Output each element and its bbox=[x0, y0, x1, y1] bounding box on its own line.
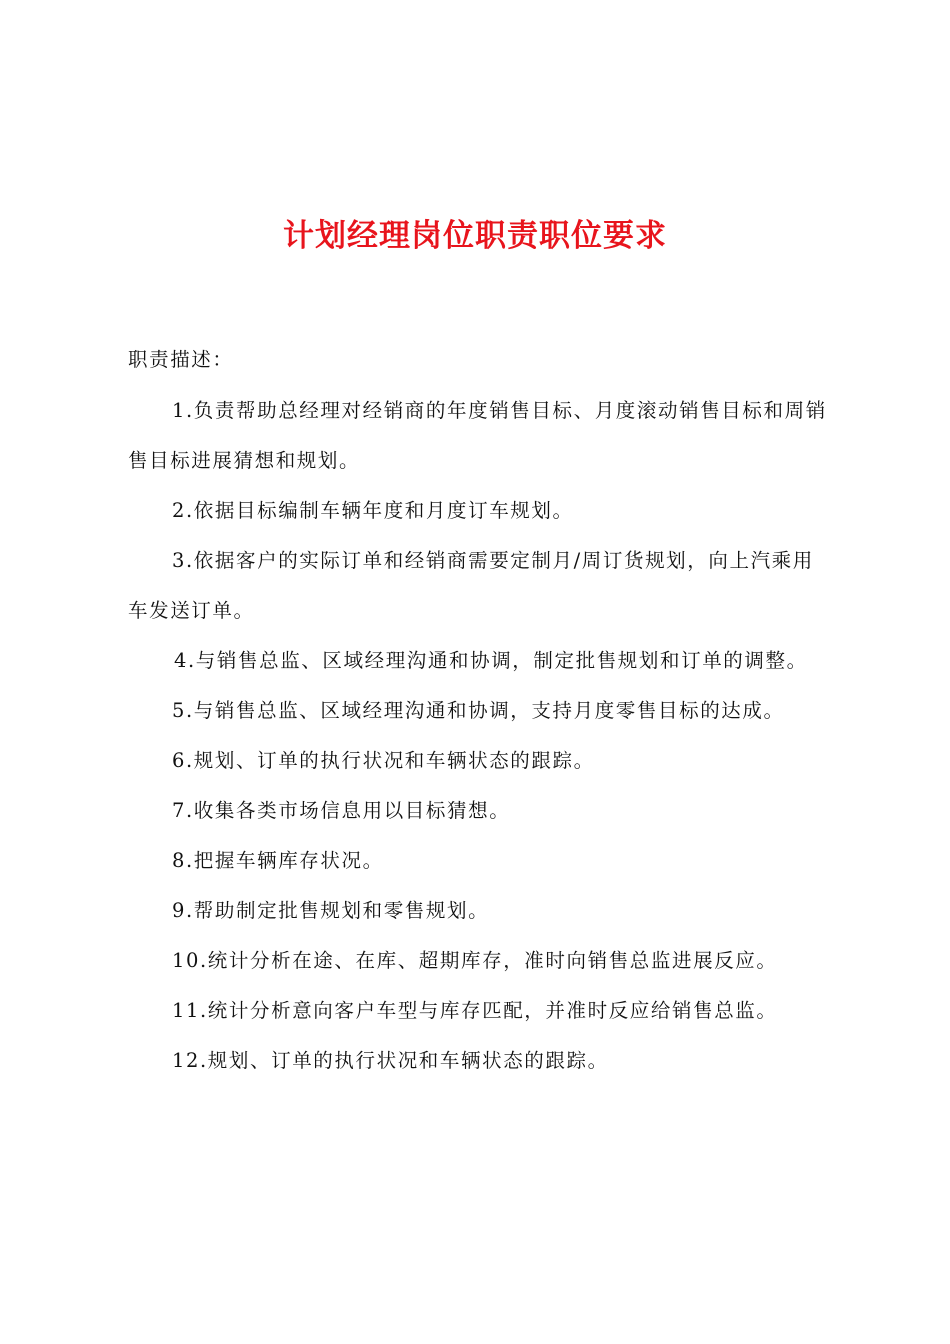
duty-item-12: 12.规划、订单的执行状况和车辆状态的跟踪。 bbox=[172, 1049, 609, 1072]
duty-item-2: 2.依据目标编制车辆年度和月度订车规划。 bbox=[172, 499, 574, 522]
duty-item-11: 11.统计分析意向客户车型与库存匹配，并准时反应给销售总监。 bbox=[172, 999, 778, 1022]
duty-item-7: 7.收集各类市场信息用以目标猜想。 bbox=[172, 799, 511, 822]
duty-item-3: 3.依据客户的实际订单和经销商需要定制月/周订货规划，向上汽乘用车发送订单。 bbox=[128, 549, 814, 622]
duty-item-8: 8.把握车辆库存状况。 bbox=[172, 849, 384, 872]
duty-item-4: 4.与销售总监、区域经理沟通和协调，制定批售规划和订单的调整。 bbox=[174, 649, 808, 672]
duty-item-1: 1.负责帮助总经理对经销商的年度销售目标、月度滚动销售目标和周销售目标进展猜想和规划。 bbox=[128, 399, 827, 472]
duty-item-5: 5.与销售总监、区域经理沟通和协调，支持月度零售目标的达成。 bbox=[172, 699, 785, 722]
section-label: 职责描述： bbox=[128, 348, 234, 371]
duty-item-9: 9.帮助制定批售规划和零售规划。 bbox=[172, 899, 490, 922]
document-body bbox=[128, 345, 834, 1096]
duty-item-6: 6.规划、订单的执行状况和车辆状态的跟踪。 bbox=[172, 749, 595, 772]
duty-item-10: 10.统计分析在途、在库、超期库存，准时向销售总监进展反应。 bbox=[172, 949, 778, 972]
page-title: 计划经理岗位职责职位要求 bbox=[283, 218, 667, 254]
